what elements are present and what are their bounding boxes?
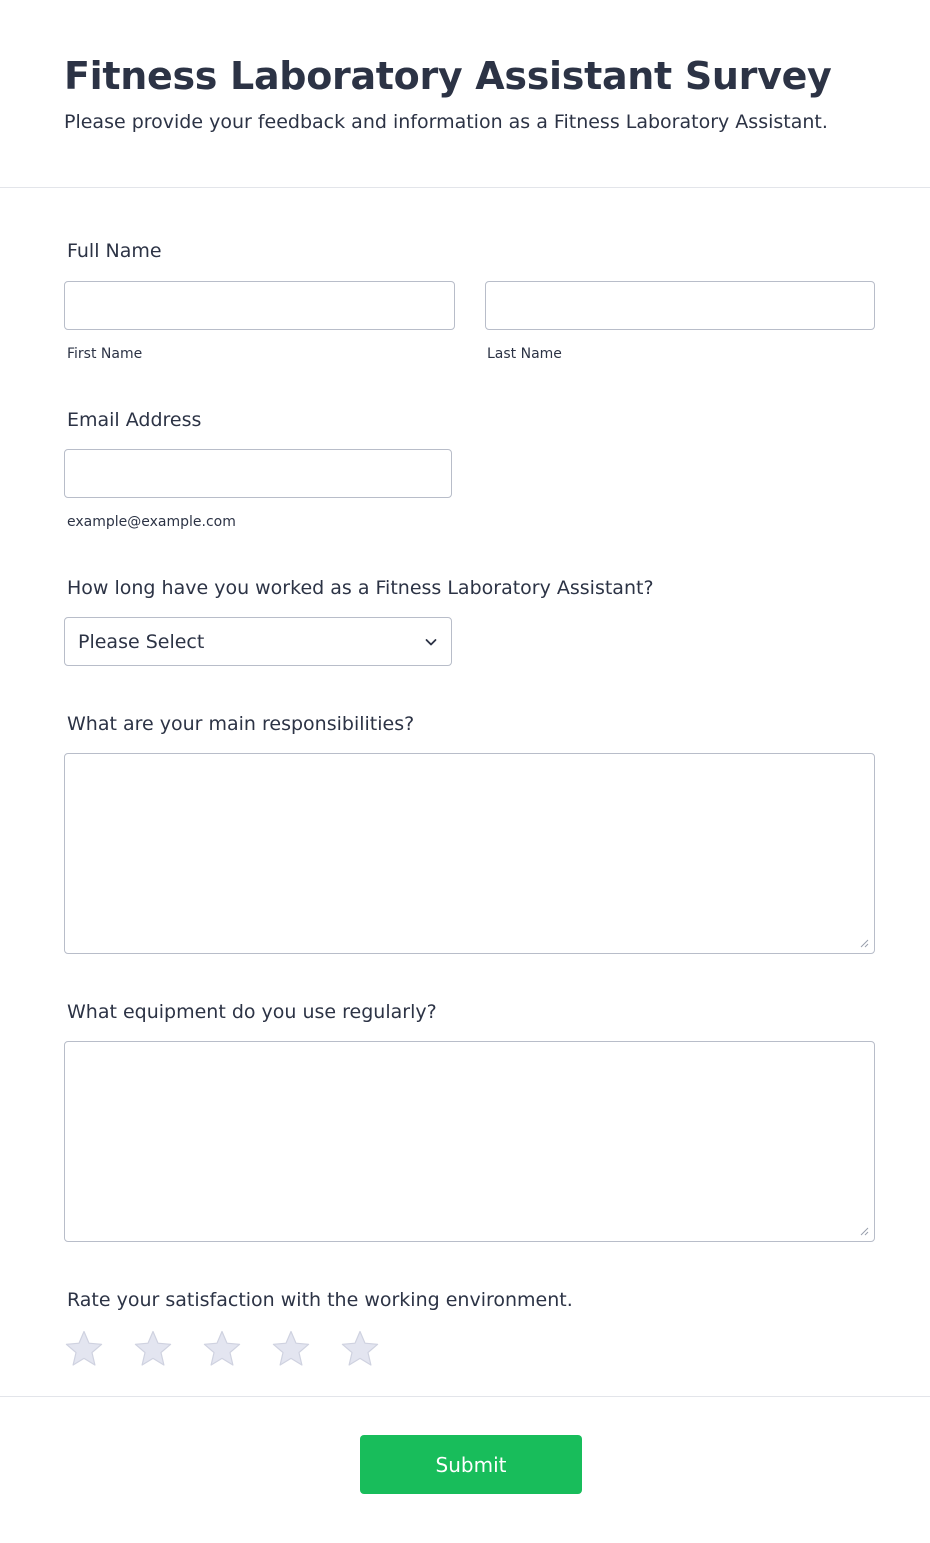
responsibilities-textarea[interactable] [64,753,875,954]
submit-button[interactable]: Submit [360,1435,582,1494]
email-input[interactable] [64,449,452,498]
first-name-sublabel: First Name [67,346,143,362]
experience-label: How long have you worked as a Fitness Laboratory Assistant? [67,577,654,599]
rating-label: Rate your satisfaction with the working environment. [67,1289,573,1311]
last-name-input[interactable] [485,281,875,330]
chevron-down-icon [423,634,439,650]
star-icon[interactable] [133,1329,173,1369]
responsibilities-label: What are your main responsibilities? [67,713,415,735]
email-sublabel: example@example.com [67,514,236,530]
resize-grip-icon[interactable] [859,1226,869,1236]
equipment-textarea[interactable] [64,1041,875,1242]
star-icon[interactable] [202,1329,242,1369]
first-name-input[interactable] [64,281,455,330]
star-icon[interactable] [340,1329,380,1369]
star-icon[interactable] [271,1329,311,1369]
form-footer [0,1396,930,1543]
full-name-label: Full Name [67,240,162,262]
form-title: Fitness Laboratory Assistant Survey [64,54,832,98]
equipment-label: What equipment do you use regularly? [67,1001,437,1023]
resize-grip-icon[interactable] [859,938,869,948]
form-header [0,0,930,188]
experience-selected-value: Please Select [78,631,205,653]
last-name-sublabel: Last Name [487,346,562,362]
experience-select[interactable] [64,617,452,666]
email-label: Email Address [67,409,202,431]
form-subtitle: Please provide your feedback and information as a Fitness Laboratory Assistant. [64,111,828,133]
star-icon[interactable] [64,1329,104,1369]
